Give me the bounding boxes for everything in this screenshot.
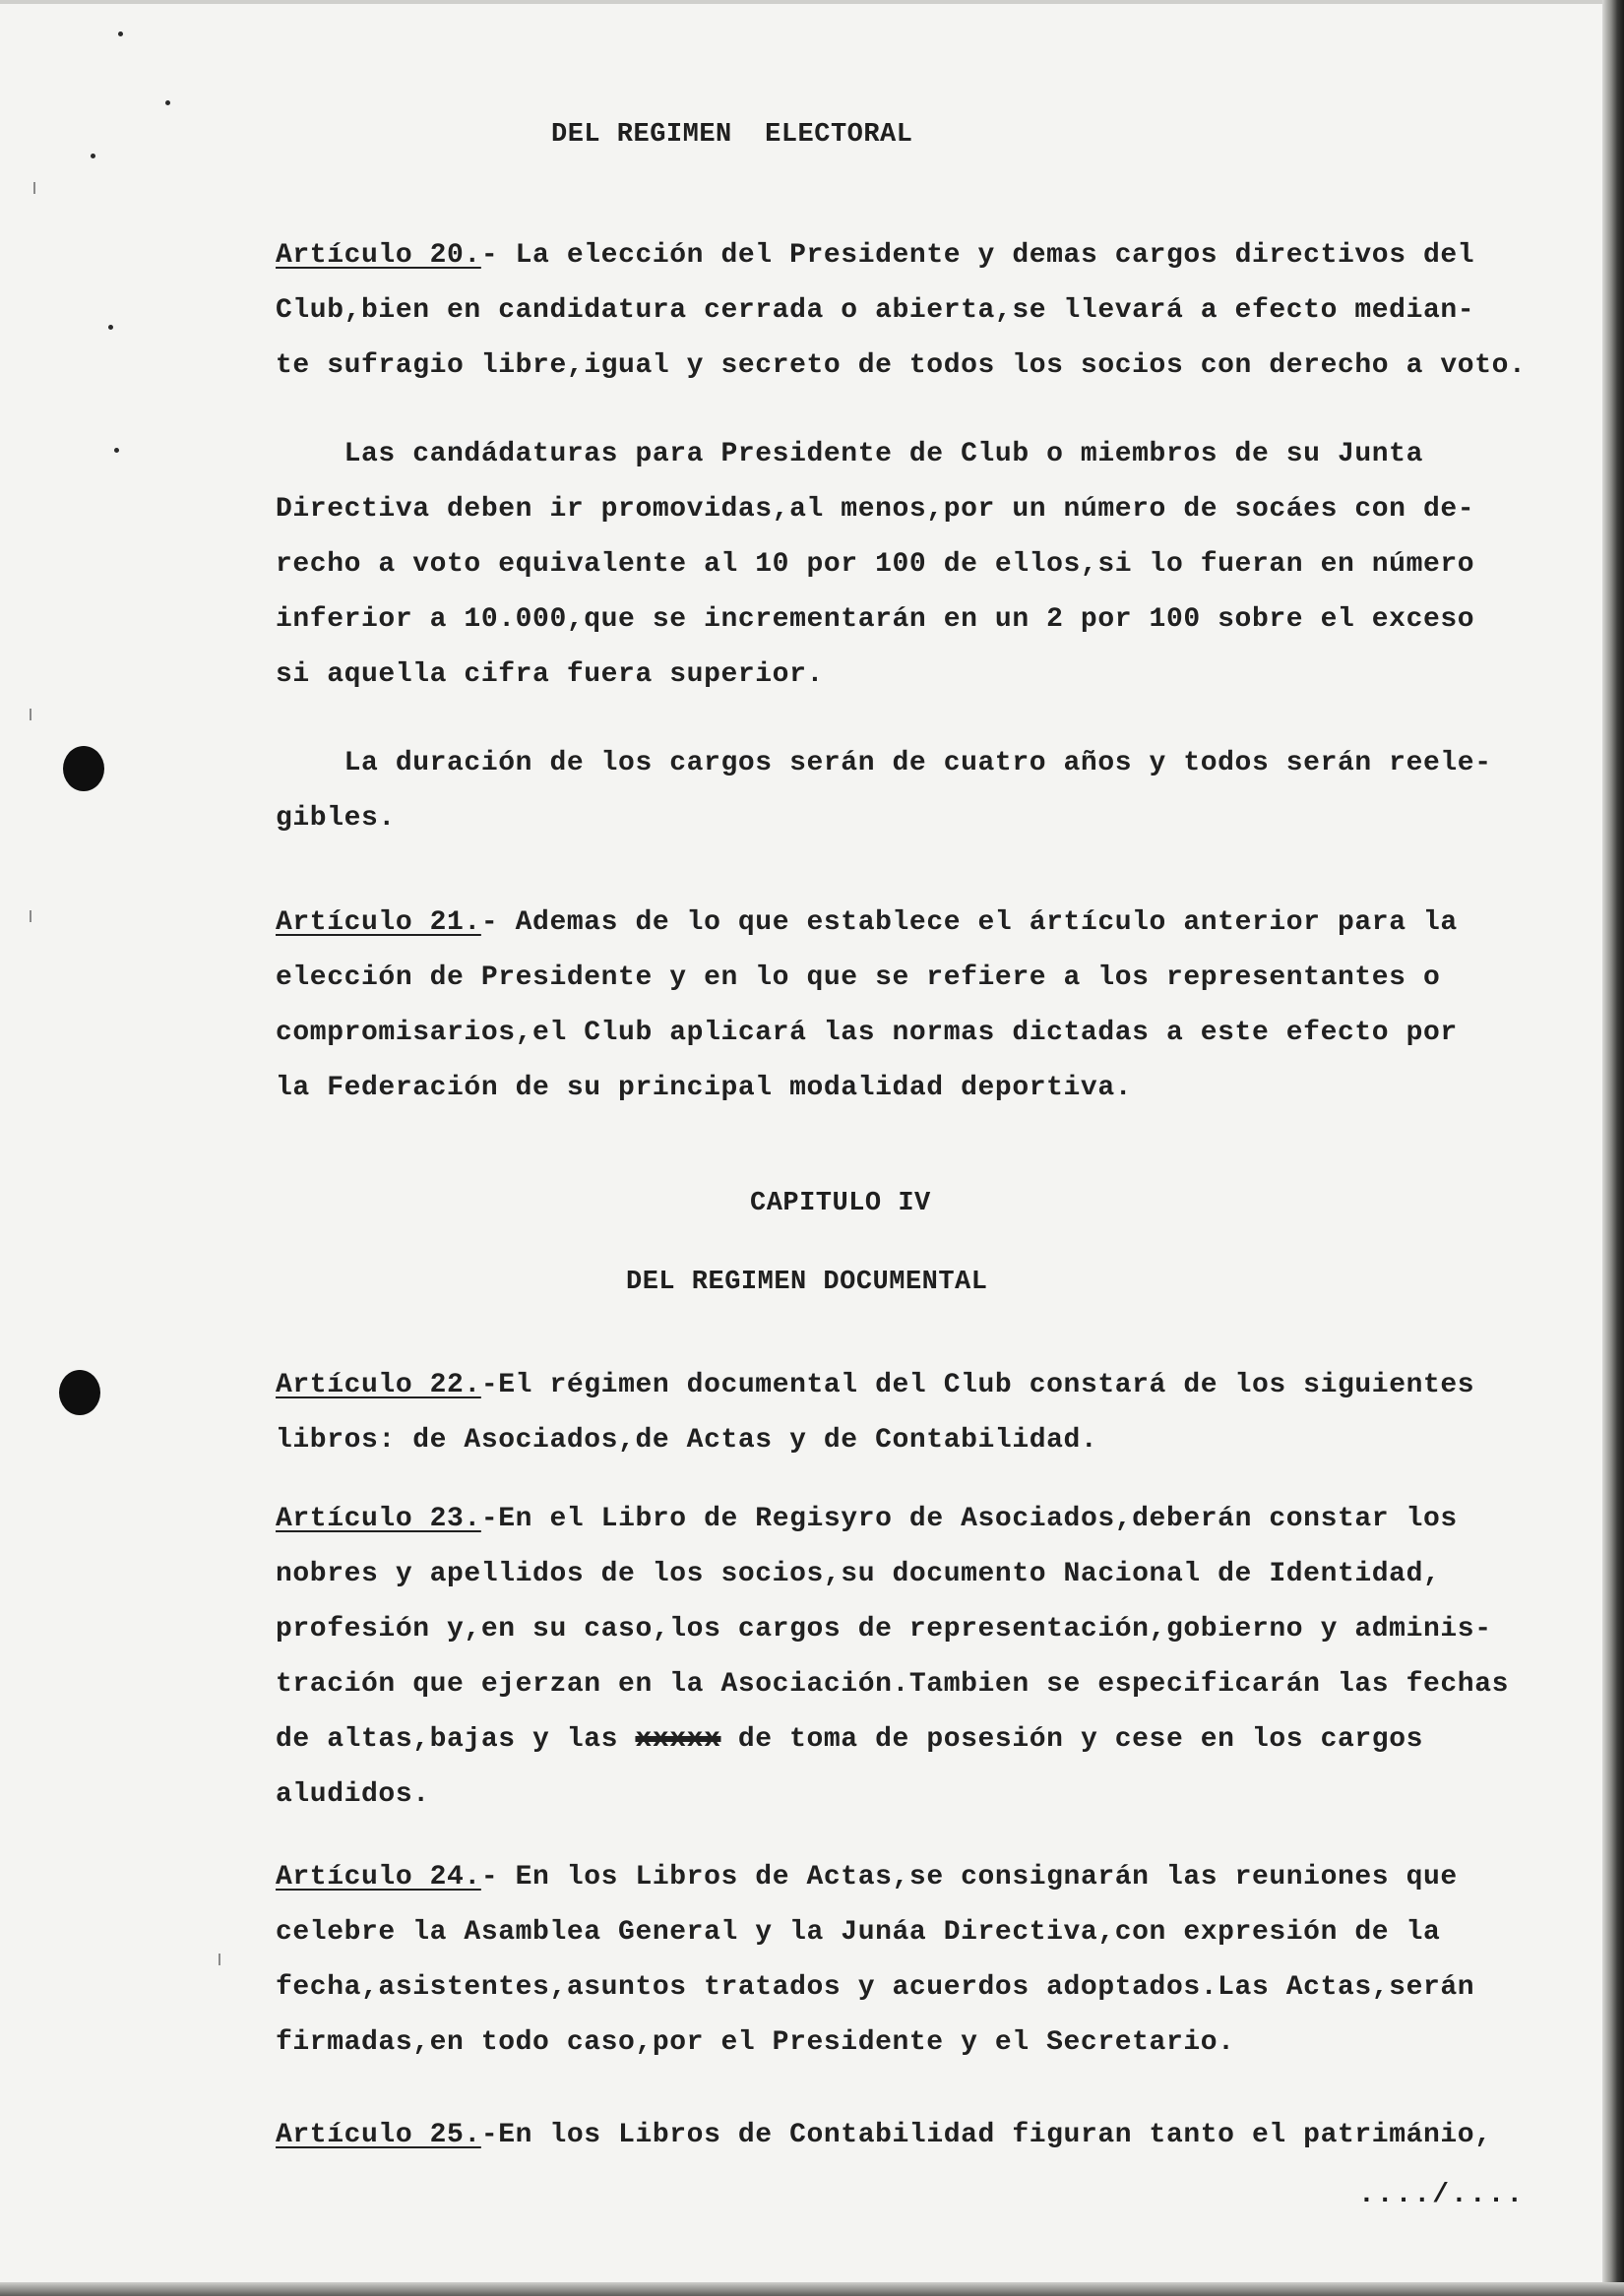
article-22-label: Artículo 22. [276,1370,481,1400]
paragraph-line: fecha,asistentes,asuntos tratados y acuerdos adoptados.Las Actas,serán [276,1972,1475,2003]
chapter-heading: CAPITULO IV [750,1189,931,1218]
article-20-label: Artículo 20. [276,240,481,271]
article-20-line-2: Club,bien en candidatura cerrada o abierta,se llevará a efecto median- [276,295,1475,326]
article-20 [276,228,1555,394]
paragraph-line: elección de Presidente y en lo que se refiere a los representantes o [276,962,1441,993]
paragraph-line: inferior a 10.000,que se incrementarán en un 2 por 100 sobre el exceso [276,604,1475,635]
paragraph-line: la Federación de su principal modalidad deportiva. [276,1073,1133,1103]
paragraph-line: si aquella cifra fuera superior. [276,659,824,690]
paragraph-line: compromisarios,el Club aplicará las normas dictadas a este efecto por [276,1018,1458,1048]
article-23-label: Artículo 23. [276,1504,481,1534]
article-23-line-5: de altas,bajas y las xxxxx de toma de posesión y cese en los cargos [276,1724,1423,1755]
article-24 [276,1850,1555,2071]
article-25-line-1: Artículo 25.-En los Libros de Contabilidad figuran tanto el patrimánio, [276,2120,1492,2150]
article-21 [276,896,1555,1116]
article-24-label: Artículo 24. [276,1862,481,1893]
paragraph-line: libros: de Asociados,de Actas y de Contabilidad. [276,1425,1098,1456]
paragraph-line: La duración de los cargos serán de cuatro años y todos serán reele- [276,748,1492,778]
scan-edge-top [0,0,1624,4]
scan-speck [165,100,170,105]
article-24-line-1: Artículo 24.- En los Libros de Actas,se consignarán las reuniones que [276,1862,1458,1893]
paragraph-line: tración que ejerzan en la Asociación.Tambien se especificarán las fechas [276,1669,1509,1700]
scan-mark [30,910,31,922]
scan-edge-bottom [0,2282,1624,2296]
struck-out-word: xxxxx [635,1724,721,1755]
paragraph-line: firmadas,en todo caso,por el Presidente y el Secretario. [276,2027,1235,2058]
article-20-line-3: te sufragio libre,igual y secreto de todos los socios con derecho a voto. [276,350,1527,381]
paragraph-line: celebre la Asamblea General y la Junáa Directiva,con expresión de la [276,1917,1441,1948]
scan-mark [33,182,35,194]
scan-mark [219,1954,220,1965]
paragraph-line: nobres y apellidos de los socios,su documento Nacional de Identidad, [276,1559,1441,1589]
paragraph-line: recho a voto equivalente al 10 por 100 de ellos,si lo fueran en número [276,549,1475,580]
punch-hole-top [63,746,104,791]
punch-hole-bottom [59,1370,100,1415]
chapter-title: DEL REGIMEN DOCUMENTAL [626,1268,988,1297]
article-21-label: Artículo 21. [276,907,481,938]
scan-speck [114,448,119,453]
article-22 [276,1358,1555,1468]
paragraph-line: aludidos. [276,1779,430,1810]
scan-mark [30,709,31,720]
page-continuation-mark: ..../.... [1358,2180,1526,2210]
paragraph-line: Las candádaturas para Presidente de Club o miembros de su Junta [276,439,1423,469]
article-23-line-1: Artículo 23.-En el Libro de Regisyro de Asociados,deberán constar los [276,1504,1458,1534]
article-25 [276,2108,1555,2163]
scan-speck [91,154,95,158]
paragraph-line: Directiva deben ir promovidas,al menos,por un número de socáes con de- [276,494,1475,525]
article-20-line-1: Artículo 20.- La elección del Presidente y demas cargos directivos del [276,240,1475,271]
article-21-line-1: Artículo 21.- Ademas de lo que establece el ártículo anterior para la [276,907,1458,938]
scan-speck [108,325,113,330]
article-23 [276,1492,1555,1823]
article-20-paragraph-3 [276,736,1555,846]
article-20-paragraph-2 [276,427,1555,703]
paragraph-line: gibles. [276,803,396,834]
scan-speck [118,31,123,36]
scan-edge-right [1602,0,1624,2296]
section-title: DEL REGIMEN ELECTORAL [551,120,913,150]
article-22-line-1: Artículo 22.-El régimen documental del Club constará de los siguientes [276,1370,1475,1400]
article-25-label: Artículo 25. [276,2120,481,2150]
paragraph-line: profesión y,en su caso,los cargos de representación,gobierno y adminis- [276,1614,1492,1644]
